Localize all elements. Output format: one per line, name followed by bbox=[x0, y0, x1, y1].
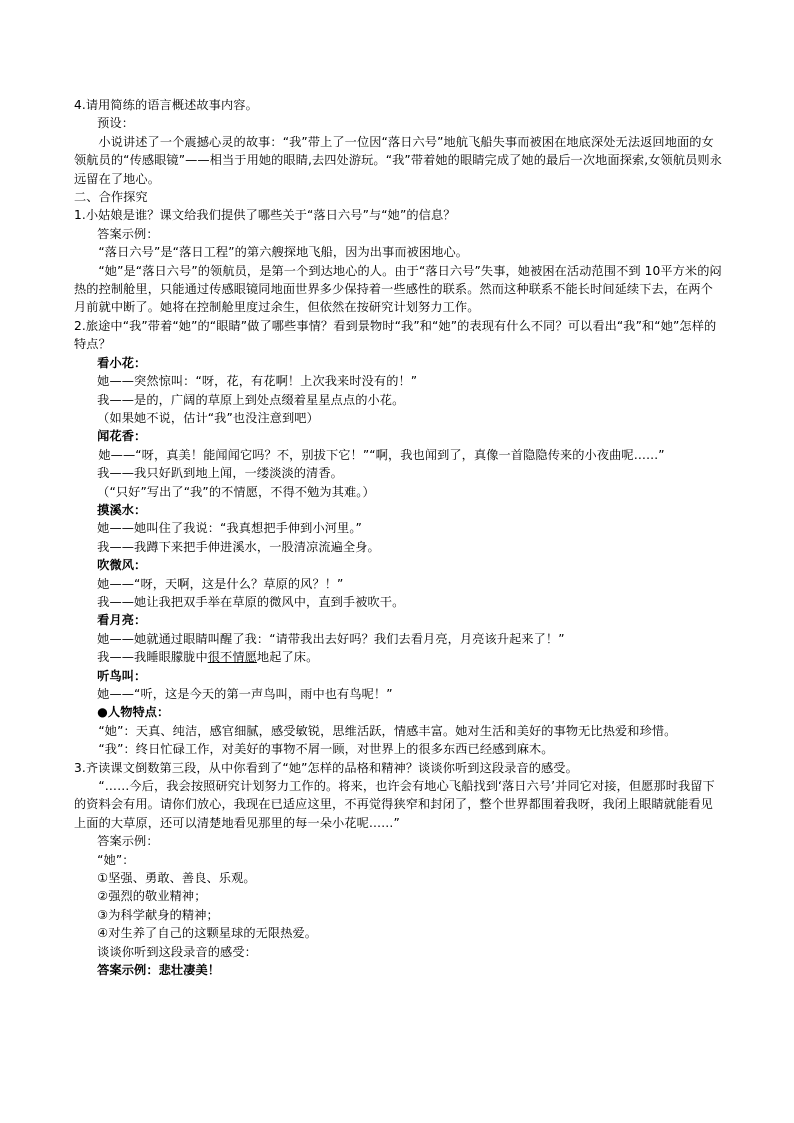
she-line: 她——突然惊叫：“呀，花，有花啊！上次我来时没有的！” bbox=[97, 374, 418, 389]
subheading-stream: 摸溪水： bbox=[97, 502, 147, 517]
section-heading: 二、合作探究 bbox=[74, 190, 148, 205]
note-line: （“只好”写出了“我”的不情愿，不得不勉为其难。） bbox=[97, 484, 375, 499]
traits-heading: ●人物特点： bbox=[97, 705, 170, 720]
me-line: 我——她让我把双手举在草原的微风中，直到手被吹干。 bbox=[97, 594, 405, 609]
she-list-item: ④对生养了自己的这颗星球的无限热爱。 bbox=[97, 926, 318, 941]
she-label: “她”： bbox=[97, 852, 135, 867]
subheading-flower: 看小花： bbox=[97, 355, 147, 370]
traits-me: “我”：终日忙碌工作，对美好的事物不屑一顾，对世界上的很多东西已经感到麻木。 bbox=[98, 742, 554, 757]
question-2: 2.旅途中“我”带着“她”的“眼睛”做了哪些事情？看到景物时“我”和“她”的表现有什么不同？可以看出“我”和“她”怎样的特点？ bbox=[74, 318, 717, 352]
feeling-answer: 答案示例：悲壮凄美！ bbox=[97, 963, 221, 978]
question-1: 1.小姑娘是谁？课文给我们提供了哪些关于“落日六号”与“她”的信息？ bbox=[74, 208, 456, 223]
feeling-question: 谈谈你听到这段录音的感受： bbox=[97, 944, 257, 959]
she-list-item: ③为科学献身的精神； bbox=[97, 907, 219, 922]
she-line: 她——“呀，天啊，这是什么？草原的风？！” bbox=[97, 576, 344, 591]
answer-paragraph: “落日六号”是“落日工程”的第六艘探地飞船，因为出事而被困地心。 bbox=[98, 245, 469, 260]
me-line bbox=[74, 648, 724, 666]
underlined-phrase: 很不情愿 bbox=[207, 650, 257, 665]
subheading-moon: 看月亮： bbox=[97, 613, 147, 628]
question-4: 4.请用简练的语言概述故事内容。 bbox=[74, 98, 258, 112]
she-line: 她——“听，这是今天的第一声鸟叫，雨中也有鸟呢！” bbox=[97, 687, 393, 701]
me-line-text: 我——我睡眼朦胧中 bbox=[97, 650, 208, 665]
subheading-smell: 闻花香： bbox=[97, 429, 147, 444]
preset-label: 预设： bbox=[97, 116, 135, 131]
she-list-item: ①坚强、勇敢、善良、乐观。 bbox=[97, 871, 256, 886]
subheading-wind: 吹微风： bbox=[97, 558, 147, 573]
question-3: 3.齐读课文倒数第三段，从中你看到了“她”怎样的品格和精神？谈谈你听到这段录音的感受。 bbox=[74, 760, 578, 775]
answer-example-label: 答案示例： bbox=[97, 226, 159, 241]
me-line-text: 地起了床。 bbox=[256, 650, 319, 665]
me-line: 我——是的，广阔的草原上到处点缀着星星点点的小花。 bbox=[97, 392, 405, 407]
me-line: 我——我只好趴到地上闻，一缕淡淡的清香。 bbox=[97, 466, 343, 481]
she-list-item: ②强烈的敬业精神； bbox=[97, 889, 207, 904]
she-line: 她——她叫住了我说：“我真想把手伸到小河里。” bbox=[97, 521, 362, 536]
she-line: 她——她就通过眼睛叫醒了我：“请带我出去好吗？我们去看月亮，月亮该升起来了！” bbox=[97, 631, 565, 646]
note-line: （如果她不说，估计“我”也没注意到吧） bbox=[97, 410, 319, 425]
me-line: 我——我蹲下来把手伸进溪水，一股清凉流遍全身。 bbox=[97, 539, 380, 554]
traits-she: “她”：天真、纯洁，感官细腻，感受敏锐，思维活跃，情感丰富。她对生活和美好的事物无比热爱和珍惜。 bbox=[98, 723, 677, 738]
she-line: 她——“呀，真美！能闻闻它吗？不，别拔下它！”“啊，我也闻到了，真像一首隐隐传来的小夜曲呢……” bbox=[98, 447, 665, 462]
answer-example-label: 答案示例： bbox=[97, 834, 159, 849]
question-4-answer: 小说讲述了一个震撼心灵的故事：“我”带上了一位因“落日六号”地航飞船失事而被困在地底深处无法返回地面的女领航员的“传感眼镜”——相当于用她的眼睛,去四处游玩。“我”带着她的眼睛完成了她的最后一次地面探索,女领航员则永远留在了地心。 bbox=[74, 134, 722, 186]
subheading-bird: 听鸟叫： bbox=[97, 668, 147, 683]
quote-paragraph: “……今后，我会按照研究计划努力工作的。将来，也许会有地心飞船找到‘落日六号’并同它对接，但愿那时我留下的资料会有用。请你们放心，我现在已适应这里，不再觉得狭窄和封闭了，整个世界都围着我呀，我闭上眼睛就能看见上面的大草原，还可以清楚地看见那里的每一朵小花呢……” bbox=[74, 779, 715, 830]
answer-paragraph: “她”是“落日六号”的领航员，是第一个到达地心的人。由于“落日六号”失事，她被困在活动范围不到 10平方米的闷热的控制舱里，只能通过传感眼镜同地面世界多少保持着一些感性的联系。然而这种联系不能长时间延续下去，在两个月前就中断了。她将在控制舱里度过余生，但依然在按研究计划努力工作。 bbox=[74, 263, 722, 315]
document-page bbox=[74, 96, 724, 980]
